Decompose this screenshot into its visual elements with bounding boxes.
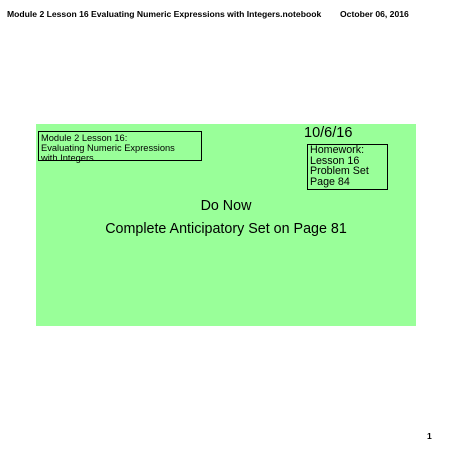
document-title: Module 2 Lesson 16 Evaluating Numeric Expressions with Integers.notebook	[7, 9, 322, 19]
lesson-title-line: Module 2 Lesson 16:	[41, 133, 128, 143]
lesson-title-line: Evaluating Numeric Expressions	[41, 142, 175, 153]
homework-line: Page 84	[310, 175, 350, 188]
do-now-instruction: Complete Anticipatory Set on Page 81	[105, 221, 347, 237]
document-date: October 06, 2016	[340, 9, 409, 19]
slide-date: 10/6/16	[304, 125, 353, 141]
page-header	[0, 7, 452, 21]
homework-box	[307, 144, 388, 190]
notebook-slide	[36, 124, 416, 326]
lesson-title-box	[38, 131, 202, 161]
homework-line: Lesson 16	[310, 154, 360, 167]
homework-line: Problem Set	[310, 165, 369, 177]
page-number: 1	[427, 431, 432, 441]
do-now-heading: Do Now	[200, 198, 252, 214]
homework-line: Homework:	[310, 144, 365, 156]
lesson-title-line: with Integers	[41, 152, 94, 163]
